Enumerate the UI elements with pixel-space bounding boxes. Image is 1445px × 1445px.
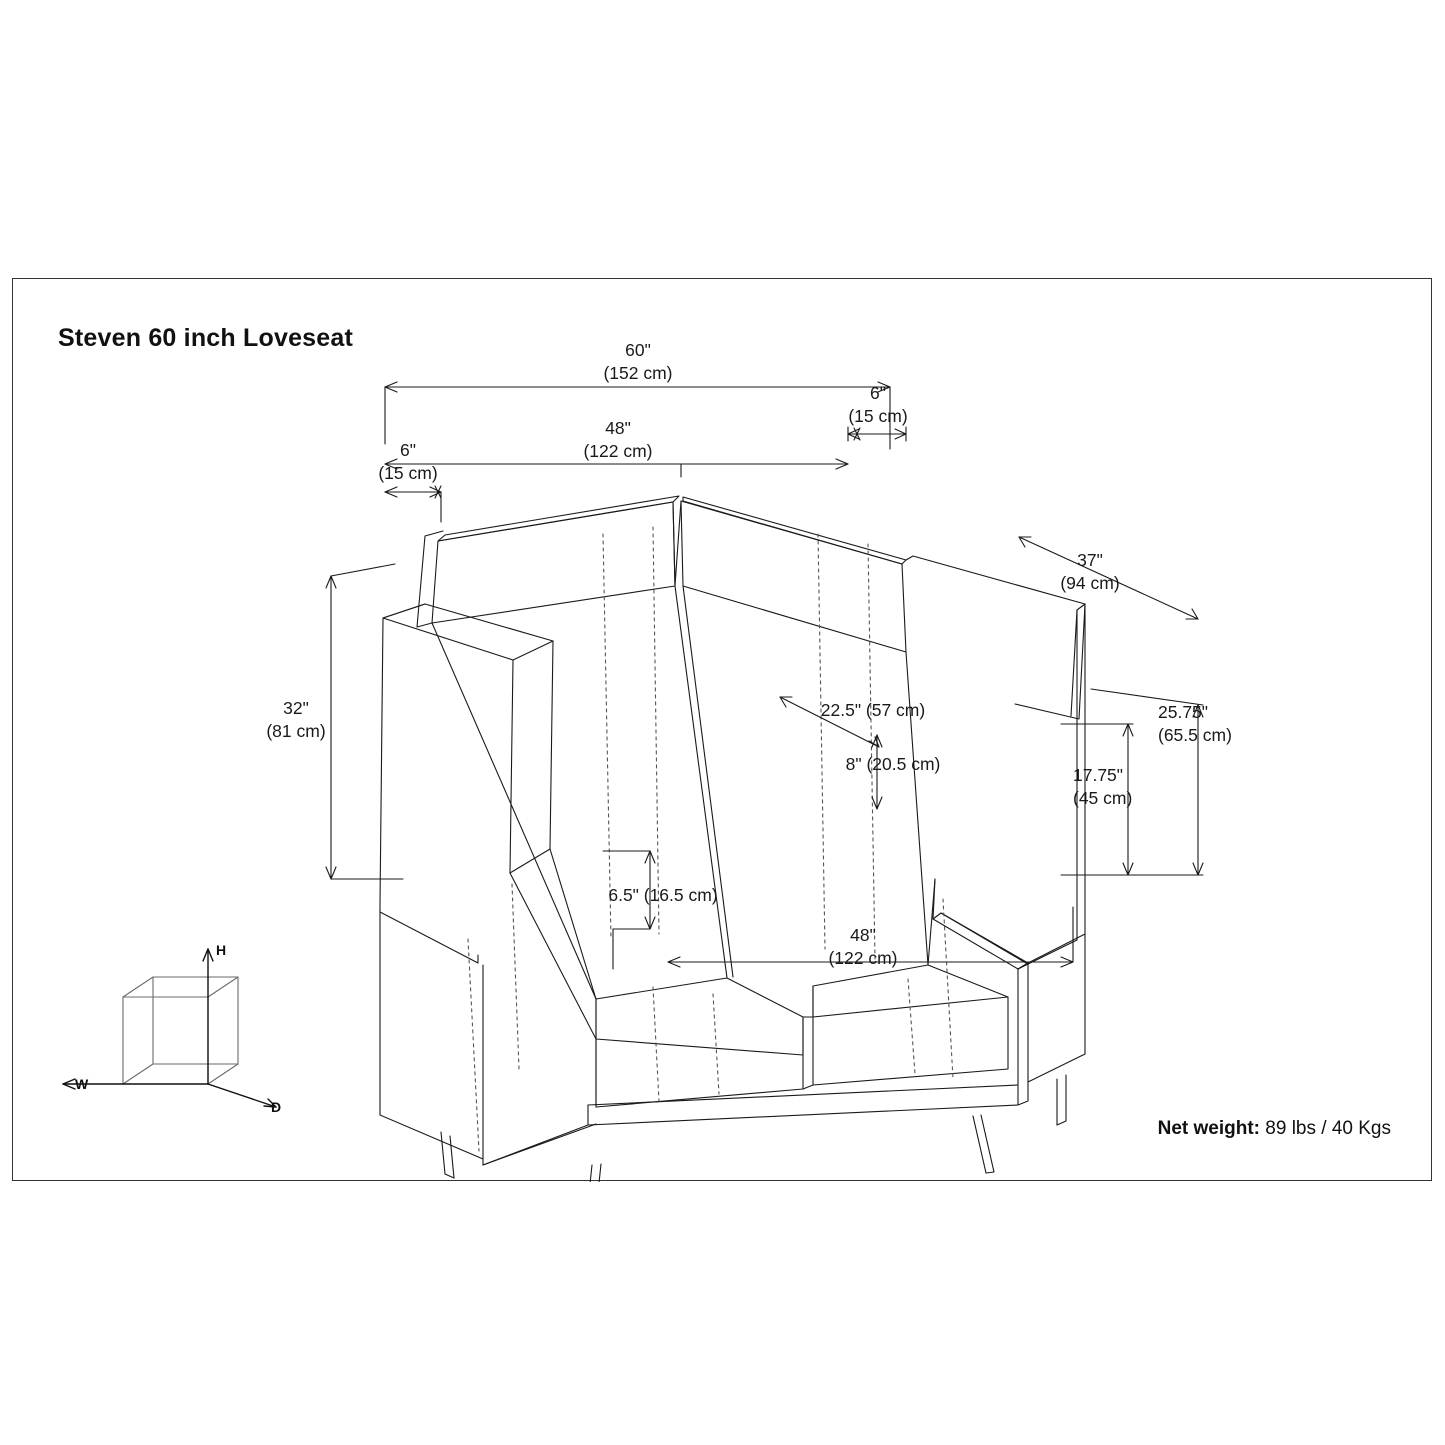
net-weight-value: 89 lbs / 40 Kgs	[1265, 1118, 1391, 1139]
net-weight-label: Net weight:	[1157, 1118, 1261, 1139]
sofa-illustration	[380, 496, 1085, 1182]
dim-overall-width-imperial: 60"	[625, 340, 651, 360]
dim-seat-height-imperial: 17.75"	[1073, 765, 1124, 785]
dim-arm-height-metric: (65.5 cm)	[1158, 725, 1232, 746]
dim-base-width-imperial: 48"	[850, 925, 876, 945]
dim-overall-depth	[1025, 549, 1155, 595]
page-title: Steven 60 inch Loveseat	[58, 324, 354, 352]
dim-arm-right-imperial: 6"	[870, 383, 886, 403]
dim-arm-left	[348, 439, 468, 485]
axis-label-height: H	[216, 942, 227, 958]
dim-seat-depth	[773, 699, 973, 722]
dim-inside-width-metric: (122 cm)	[583, 441, 653, 462]
dim-overall-height-metric: (81 cm)	[266, 721, 326, 742]
dim-seat-height-metric: (45 cm)	[1073, 788, 1133, 809]
axis-key-cube	[63, 949, 276, 1107]
dim-leg-clearance-imperial: 6.5" (16.5 cm)	[608, 885, 718, 905]
net-weight	[1158, 1118, 1391, 1140]
axis-label-width: W	[75, 1076, 89, 1092]
dim-leg-clearance	[563, 884, 763, 907]
dim-overall-height	[241, 697, 351, 743]
dim-arm-height-imperial: 25.75"	[1158, 702, 1209, 722]
dim-inside-width-imperial: 48"	[605, 418, 631, 438]
dim-arm-right-metric: (15 cm)	[848, 406, 908, 427]
dim-arm-left-metric: (15 cm)	[378, 463, 438, 484]
dim-overall-depth-metric: (94 cm)	[1060, 573, 1120, 594]
dim-arm-height	[1158, 701, 1298, 747]
axis-label-depth: D	[271, 1099, 282, 1115]
dim-base-width	[803, 924, 923, 970]
spec-sheet	[12, 278, 1432, 1181]
dim-arm-left-imperial: 6"	[400, 440, 416, 460]
dim-overall-height-imperial: 32"	[283, 698, 309, 718]
dim-cushion-thickness-imperial: 8" (20.5 cm)	[845, 754, 941, 774]
dim-overall-width-metric: (152 cm)	[603, 363, 673, 384]
dim-seat-height	[1073, 764, 1203, 810]
dim-cushion-thickness	[793, 753, 993, 776]
dim-base-width-metric: (122 cm)	[828, 948, 898, 969]
dim-overall-width	[578, 339, 698, 385]
dim-arm-right	[818, 382, 938, 428]
dim-inside-width	[558, 417, 678, 463]
dim-seat-depth-imperial: 22.5" (57 cm)	[820, 700, 926, 720]
dim-overall-depth-imperial: 37"	[1077, 550, 1103, 570]
